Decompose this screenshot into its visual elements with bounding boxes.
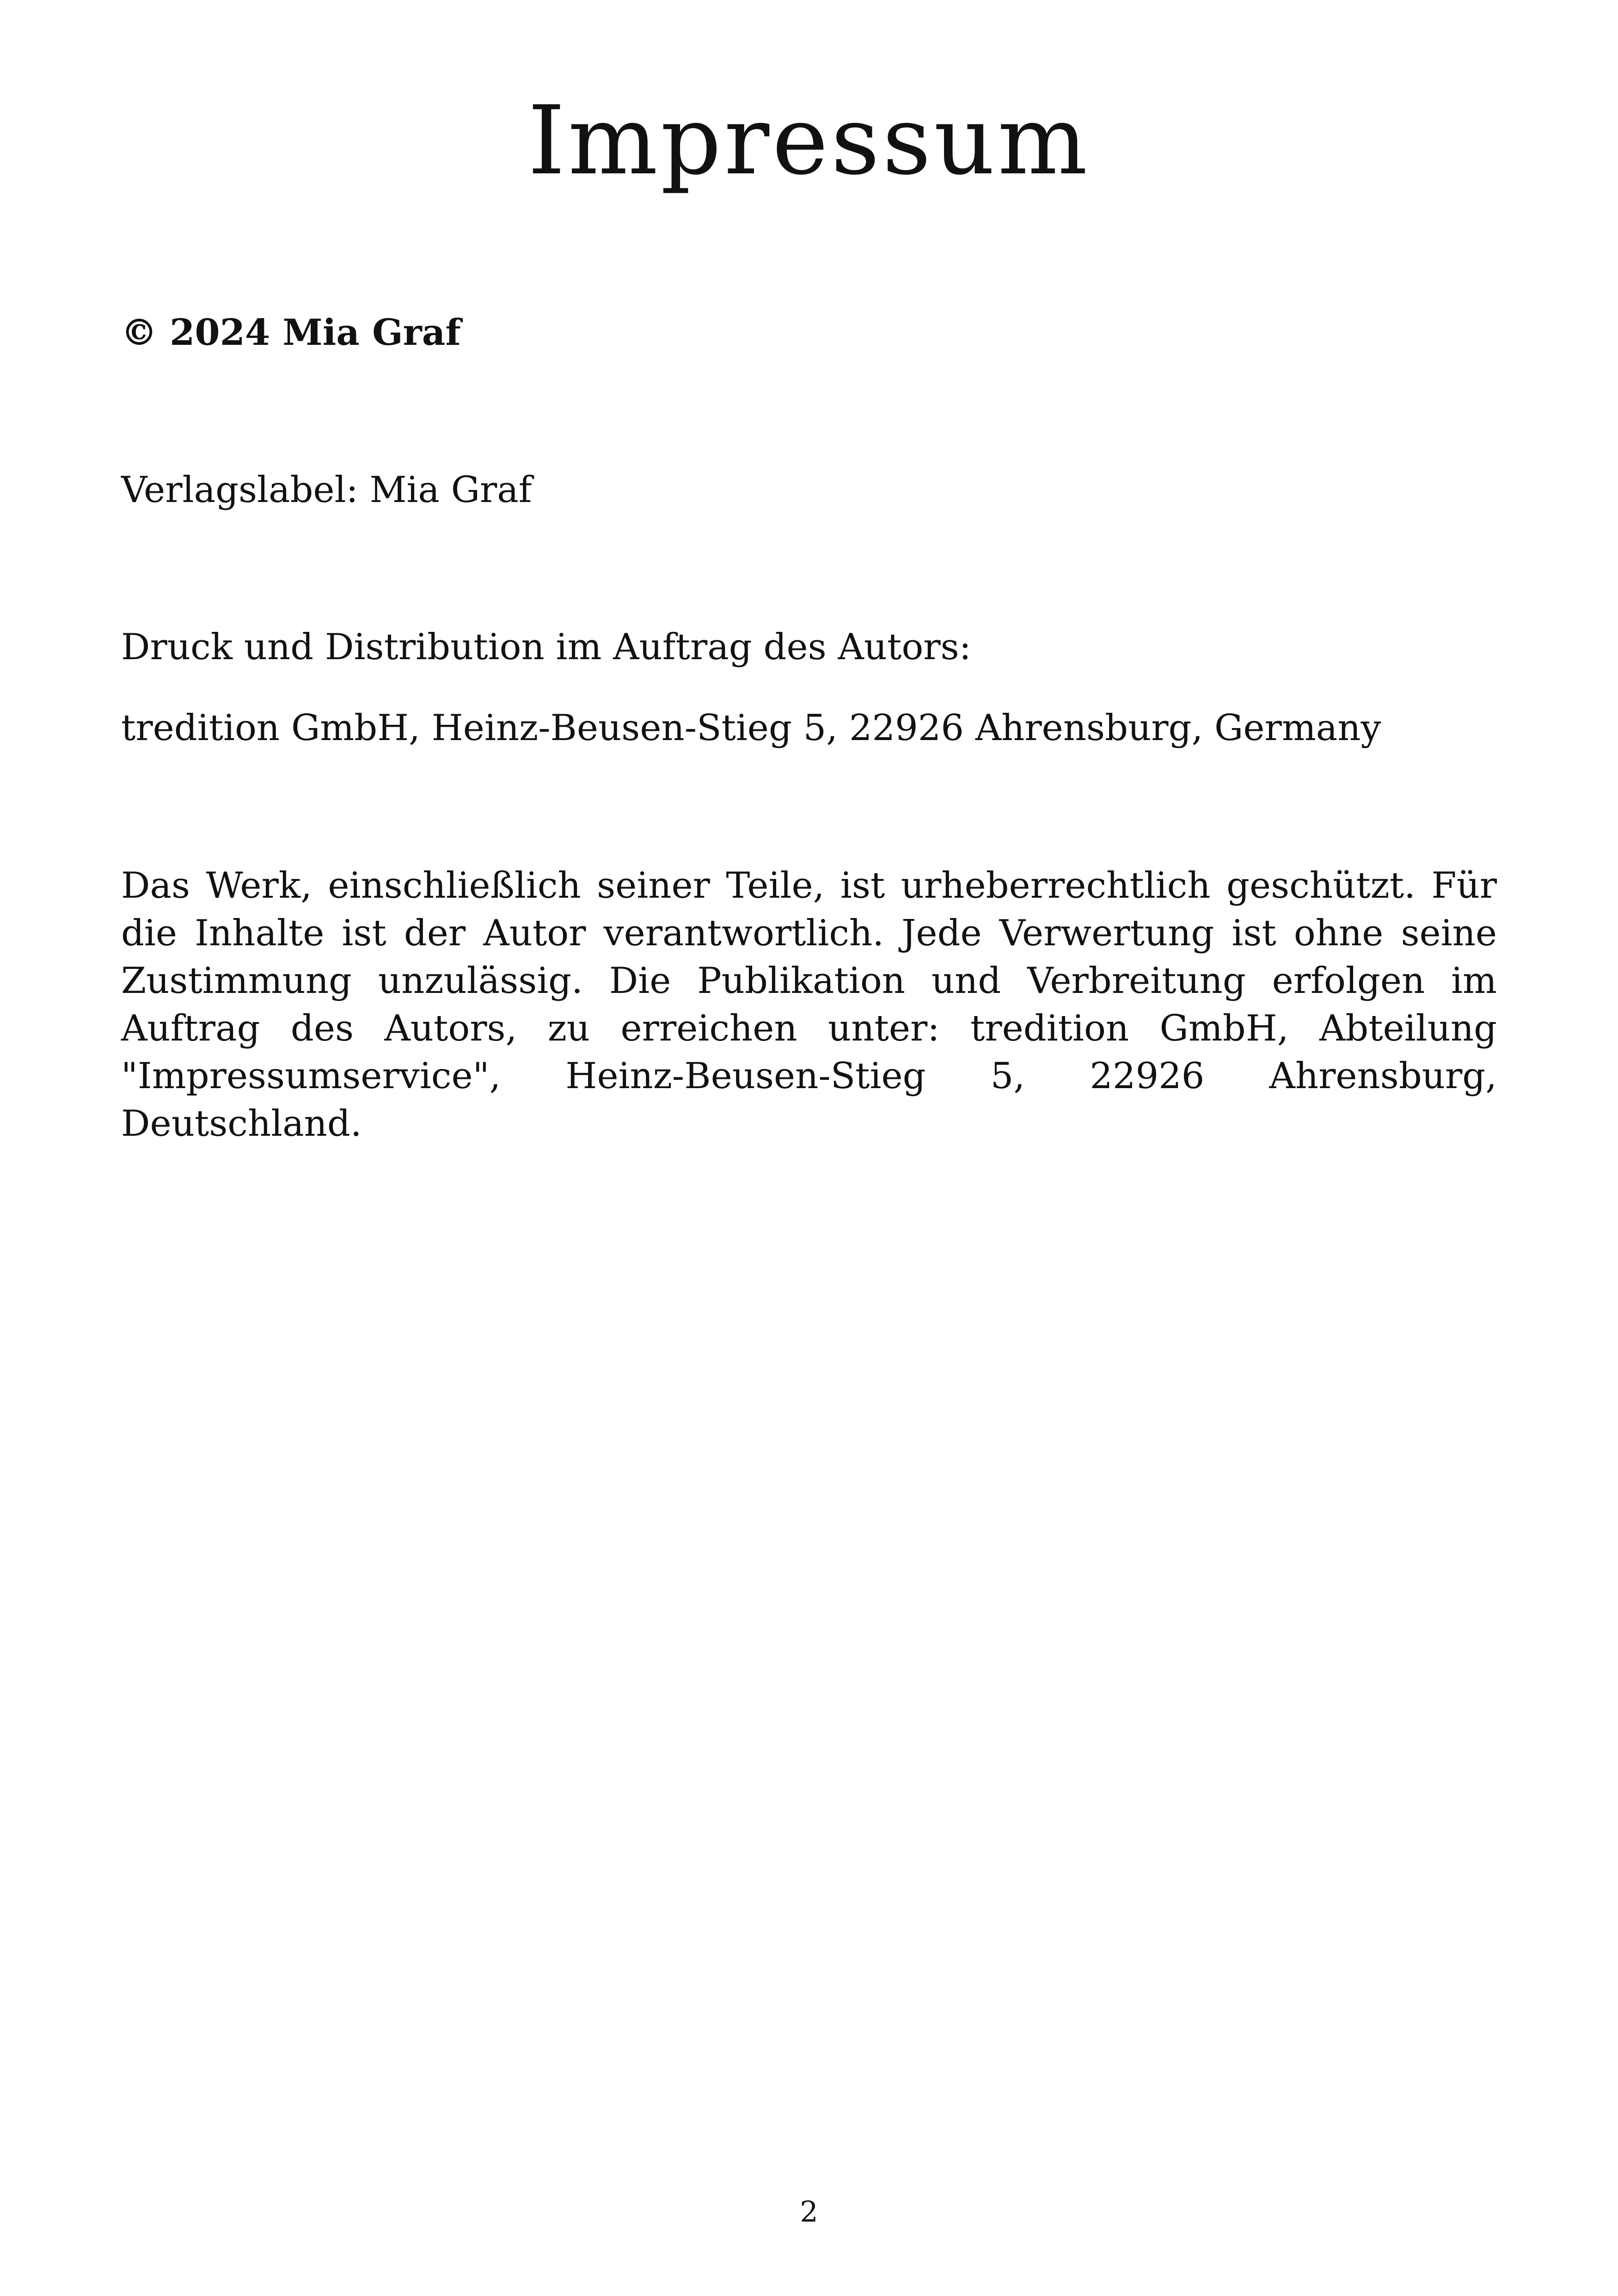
publisher-label: Verlagslabel: Mia Graf: [121, 469, 532, 511]
page-title: Impressum: [527, 86, 1091, 196]
print-distribution-address: tredition GmbH, Heinz-Beusen-Stieg 5, 22926 Ahrensburg, Germany: [121, 707, 1381, 749]
legal-notice: Das Werk, einschließlich seiner Teile, ist urheberrechtlich geschützt. Für die Inhalte ist der Autor verantwortlich. Jede Verwertung ist ohne seine Zustimmung unzulässig. Die Publikation und Verbreitung erfolgen im Auftrag des Autors, zu erreichen unter: tredition GmbH, Abteilung "Impressumservice", Heinz-Beusen-Stieg 5, 22926 Ahrensburg, Deutschland.: [121, 865, 1497, 1145]
page-number: 2: [800, 2195, 818, 2229]
print-distribution-heading: Druck und Distribution im Auftrag des Autors:: [121, 626, 971, 668]
copyright-line: © 2024 Mia Graf: [121, 312, 461, 354]
